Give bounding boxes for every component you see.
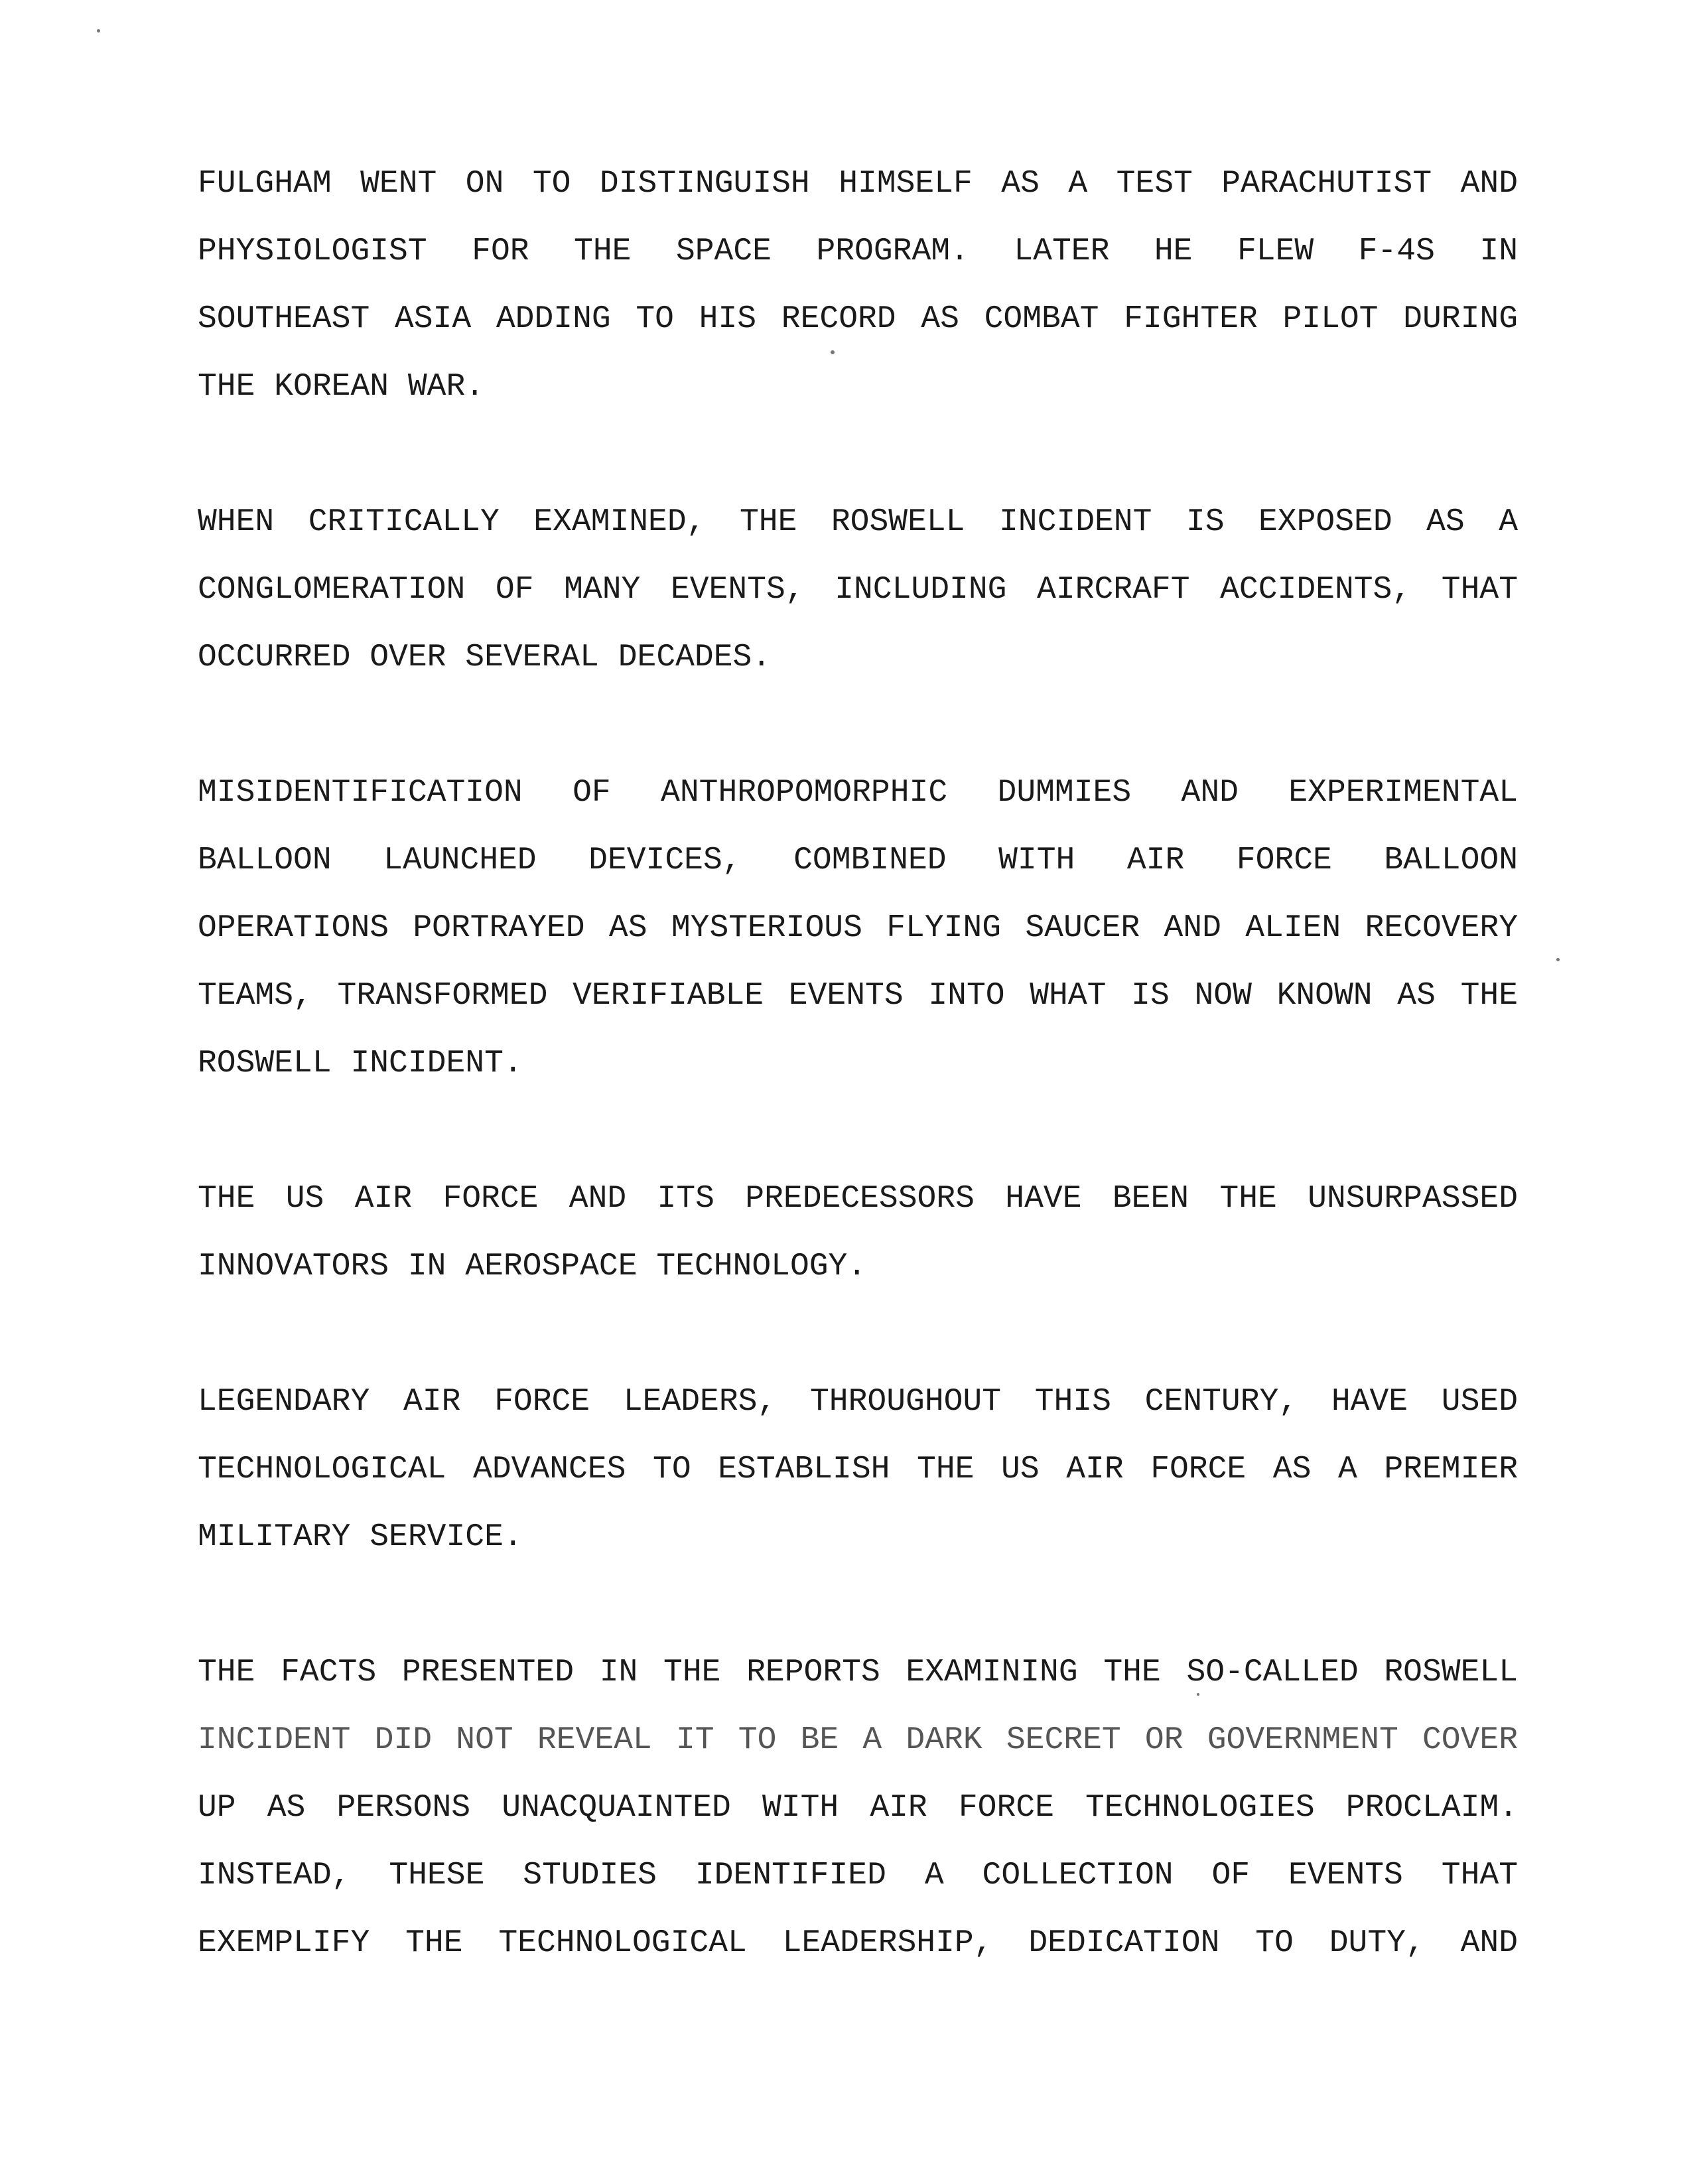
text-line: LEGENDARY AIR FORCE LEADERS, THROUGHOUT THIS CENTURY, HAVE USED — [198, 1384, 1518, 1420]
text-line: THE KOREAN WAR. — [198, 369, 485, 405]
text-line: EXEMPLIFY THE TECHNOLOGICAL LEADERSHIP, DEDICATION TO DUTY, AND — [198, 1925, 1518, 1961]
text-line: INCIDENT DID NOT REVEAL IT TO BE A DARK SECRET OR GOVERNMENT COVER — [198, 1722, 1518, 1758]
text-line: MILITARY SERVICE. — [198, 1519, 523, 1555]
text-line: THE FACTS PRESENTED IN THE REPORTS EXAMINING THE SO-CALLED ROSWELL — [198, 1655, 1518, 1690]
paragraph-legendary-leaders — [198, 1368, 1518, 1571]
scan-speck — [97, 29, 100, 33]
document-page — [198, 150, 1518, 2045]
text-line: OCCURRED OVER SEVERAL DECADES. — [198, 640, 772, 675]
scan-speck — [1197, 1693, 1199, 1696]
text-line: INSTEAD, THESE STUDIES IDENTIFIED A COLLECTION OF EVENTS THAT — [198, 1858, 1518, 1893]
scan-speck — [831, 350, 835, 354]
paragraph-innovators — [198, 1165, 1518, 1300]
text-line: SOUTHEAST ASIA ADDING TO HIS RECORD AS COMBAT FIGHTER PILOT DURING — [198, 301, 1518, 337]
paragraph-misidentification — [198, 759, 1518, 1097]
text-line: MISIDENTIFICATION OF ANTHROPOMORPHIC DUMMIES AND EXPERIMENTAL — [198, 775, 1518, 811]
paragraph-facts-presented — [198, 1639, 1518, 1977]
text-line: CONGLOMERATION OF MANY EVENTS, INCLUDING AIRCRAFT ACCIDENTS, THAT — [198, 572, 1518, 608]
text-line: WHEN CRITICALLY EXAMINED, THE ROSWELL INCIDENT IS EXPOSED AS A — [198, 504, 1518, 540]
text-line: PHYSIOLOGIST FOR THE SPACE PROGRAM. LATER HE FLEW F-4S IN — [198, 234, 1518, 269]
text-line: UP AS PERSONS UNACQUAINTED WITH AIR FORCE TECHNOLOGIES PROCLAIM. — [198, 1790, 1518, 1826]
paragraph-fulgham — [198, 150, 1518, 421]
text-line: ROSWELL INCIDENT. — [198, 1046, 523, 1081]
text-line: TEAMS, TRANSFORMED VERIFIABLE EVENTS INTO WHAT IS NOW KNOWN AS THE — [198, 978, 1518, 1014]
text-line: TECHNOLOGICAL ADVANCES TO ESTABLISH THE US AIR FORCE AS A PREMIER — [198, 1452, 1518, 1487]
text-line: FULGHAM WENT ON TO DISTINGUISH HIMSELF AS A TEST PARACHUTIST AND — [198, 166, 1518, 202]
text-line: INNOVATORS IN AEROSPACE TECHNOLOGY. — [198, 1249, 867, 1284]
scan-speck — [1556, 958, 1560, 961]
text-line: THE US AIR FORCE AND ITS PREDECESSORS HAVE BEEN THE UNSURPASSED — [198, 1181, 1518, 1217]
text-line: OPERATIONS PORTRAYED AS MYSTERIOUS FLYING SAUCER AND ALIEN RECOVERY — [198, 910, 1518, 946]
paragraph-critically-examined — [198, 488, 1518, 691]
text-line: BALLOON LAUNCHED DEVICES, COMBINED WITH AIR FORCE BALLOON — [198, 843, 1518, 878]
